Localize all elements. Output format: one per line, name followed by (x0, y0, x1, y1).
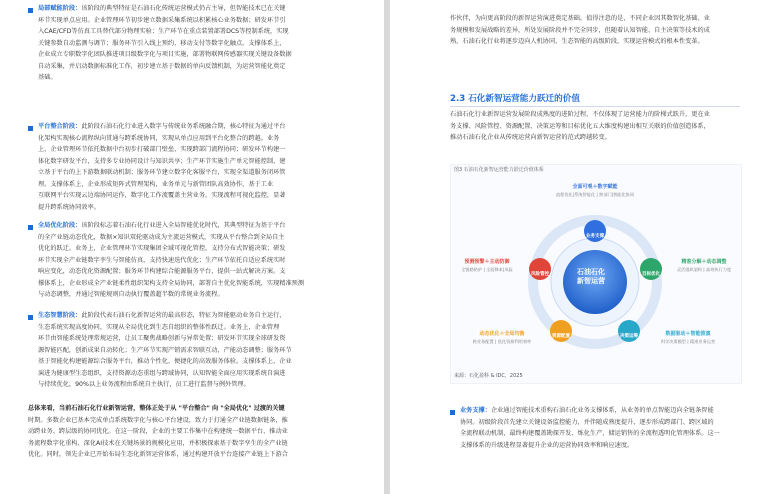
text-line: 环节由智能系统处理常规运营，让员工聚焦战略创新与异常处置；研发环节实现全球研发资 (38, 335, 286, 342)
risk-label (452, 259, 522, 273)
text-line: 的全产业链动态优化，数据×知识双轮驱动成为主流运营模式，实现从平台整合到全局自主 (38, 233, 285, 241)
resource-label (460, 331, 544, 345)
text-line: 务流程数字化重构、深化AI技术在关键场景的规模化应用，并积极探索基于数字孪生的全产业链 (28, 439, 288, 447)
decision-title: 数据驱动＋智能推演 (665, 331, 711, 337)
text-line: 与动态调整，并通过智能规则自动执行覆盖超半数的常规业务流程。 (38, 291, 224, 298)
text-line: 企业成立专职数字化团队推进项目级数字化与项目实施，部署物联网传感器实现关键设备数据 (38, 51, 292, 58)
text-line: 基于智能化构建能源综合服务平台，推动个性化、便捷化的高效服务体验。支撑体系上，企业 (38, 358, 292, 365)
section-local-enable (38, 3, 368, 84)
risk-sub: 全链路防护 | 全面降本|风险 (461, 267, 513, 272)
text-line: 立基于平台的上下游数据联动机制；服务环节建立数字化客服平台，实现全渠道服务闭环管 (38, 169, 286, 176)
business-support-paragraph (460, 405, 770, 451)
target-hub-label: 目标优化 (642, 272, 660, 277)
support-sub: 流程优化|系统智能化 | 跨部门|智能化协同 (555, 192, 635, 197)
section-title: 生态智慧阶段： (38, 312, 82, 319)
text-line: 此阶段代表石油石化新智运营的最高形态，特征为智能驱动业务自主运行， (81, 312, 286, 319)
text-line: 化架构实现核心流程纵向贯通与跨系统协同，实现从单点应用到平台化整合的跨越。业务 (38, 134, 280, 142)
section-paragraph (450, 109, 768, 144)
text-line: 动跨业务、跨层级的协同优化。在这一阶段，企业的主要工作集中在构建统一数据平台、推动业 (28, 428, 288, 435)
section-global-optimization (38, 220, 368, 301)
text-line: 互联网平台实现云边端协同运作，数字化工作流覆盖主营业务，实现流程可视化监控，显著 (38, 192, 286, 199)
text-line: 理。支撑体系上，企业形成矩阵式管理架构，业务单元与新管团队高效协作，基于工业 (38, 180, 274, 188)
section-title: 局部赋能阶段： (38, 5, 82, 12)
bullet-marker (28, 225, 33, 230)
text-line: 生态系统实现高度协同，实现从全局优化到生态自组织的整体性跃迁。业务上，企业管理 (38, 323, 280, 331)
text-line: 务支撑、风险管控、资源配置、决策运筹和目标优化五大维度构建出相互关联的价值创造体系， (450, 122, 710, 130)
resource-title: 动态优化＋全局均衡 (479, 331, 525, 337)
resource-sub: 跨业务配置 | 优化资源利用效率 (472, 339, 532, 344)
intro-paragraph (450, 13, 768, 48)
text-line: 时期。多数企业已基本完成单点系统数字化与核心平台建设，致力于打通全产业链数据链条，推 (28, 416, 288, 424)
section-platform-integration (38, 121, 368, 213)
text-line: 入CAE/CFD等仿真工具替代部分物理实验；生产环节在重点装置部署DCS等控制系统，实现 (38, 28, 289, 35)
text-line: 全流程联动机制，最终构建覆盖勘探开发、炼化生产、储运销售的全流程透明化管理体系。这一 (460, 430, 720, 437)
text-line: 优化的跃迁。业务上，企业管理环节实现集团全域可视化管控，支持分布式智能决策；研发 (38, 245, 286, 252)
text-line: 推动石油石化企业从传统运营向新智运营的范式跨越转变。 (450, 134, 611, 141)
right-page (390, 0, 775, 494)
section-ecosystem-intelligence (38, 310, 368, 391)
text-line: 上，企业管理环节依托数据中台初步打破部门壁垒，实现跨部门流程协同；研发环节构建一 (38, 146, 286, 153)
bullet-marker (450, 410, 455, 415)
left-page (0, 0, 384, 494)
text-line: 优化。同时，领先企业已开始布局生态化新智运营体系，通过构建开放平台连接产业链上下游合 (28, 451, 288, 458)
text-line: 与持续优化，90%以上业务流程由系统自主执行，员工进行监督与例外管理。 (38, 381, 250, 388)
text-line: 该阶段标志着石油石化行业进入全局智能优化时代，其典型特征为基于平台 (81, 222, 286, 229)
target-label (668, 259, 740, 273)
decision-hub-label: 决策运筹 (620, 334, 638, 339)
center-label (576, 268, 606, 286)
section-heading: 2.3 石化新智运营能力跃迁的价值 (450, 94, 580, 104)
heading-divider (450, 106, 740, 107)
figure-source: 来源：石化盈科 & IDC，2025 (454, 373, 523, 379)
bullet-marker (28, 126, 33, 131)
text-line: 该阶段的典型特征是石油石化传统运营模式仍占主导，但智能技术已在关键 (81, 5, 286, 12)
decision-sub: 科学决策模型 | 精准业务运营 (660, 339, 716, 344)
text-line: 撑体系上，企业形成全产业链柔性组织架构支持全局协同，部署自主优化智能系统，实现精准预测 (38, 279, 305, 287)
text-line: 环节实现全产业链数字孪生与智能仿真，支持快速迭代优化；生产环节依托自适应系统实时 (38, 256, 286, 264)
figure-caption: 图3 石油石化新智运营能力跃迁价值体系 (454, 167, 544, 173)
text-line: 企业通过智能技术重构石油石化业务支撑体系，从业务的单点智能迈向全链条智能 (490, 407, 714, 414)
center-text: 石油石化新智运营 (577, 268, 605, 285)
text-line: 提升跨系统协同效率。 (38, 203, 100, 211)
text-line: 熟，石油石化行业将逐步迈向人机协同、生态智能的高级阶段，实现运营模式的根本性变革。 (450, 38, 704, 45)
section-title: 平台整合阶段： (38, 123, 82, 130)
bullet-marker (28, 315, 33, 320)
support-label (550, 184, 640, 198)
text-line: 支撑体系的升级进程显著提升企业的运营协同效率和响应速度。 (460, 441, 634, 449)
text-line: 此阶段石油石化行业进入数字与传统业务系统融合期，核心特征为通过平台 (81, 123, 286, 130)
text-line: 自动采集，并启动数据标准化工作，初步建立基于数据的单向反馈机制，为运营智能化奠定 (38, 62, 286, 70)
support-title: 全面可观＋数字赋能 (572, 184, 618, 190)
text-line: 环节实现单点应用。企业管理环节初步建立数据采集系统以积累核心业务数据；研发环节引 (38, 16, 286, 24)
resource-hub-label: 资源配置 (552, 334, 570, 339)
text-line: 作伙伴，为向更高阶段的新智运营演进奠定基础。值得注意的是，不同企业因其数智化基础、业 (450, 15, 710, 22)
text-line: 源智能匹配，创新成果自动转化；生产环节实现产销需求智联互动，产能动态调整；服务环节 (38, 346, 292, 354)
business-support-title: 业务支撑： (460, 407, 491, 414)
risk-title: 预测预警＋主动防御 (464, 259, 510, 265)
target-title: 精准分解＋动态调整 (681, 259, 727, 265)
summary-paragraph (28, 403, 370, 461)
text-line: 演进为健康型生态组织，支持资源动态重组与跨域协同，认知智能全面应用实现系统自演进 (38, 369, 286, 377)
section-title: 全局优化阶段： (38, 222, 82, 229)
support-hub-label: 业务支撑 (586, 234, 604, 239)
summary-lead: 总体来看，当前石油石化行业新智运营，整体正处于从 "平台整合" 向 "全局优化" 过渡的关键 (28, 405, 285, 412)
text-line: 关键参数自动监测与调节；服务环节引入线上预约、移动支付等数字化触点。支撑体系上， (38, 39, 286, 47)
text-line: 体化数字研发平台，支持多专业协同设计与知识共享；生产环节实施生产单元智能控制，建 (38, 157, 286, 165)
decision-label (646, 331, 730, 345)
text-line: 响应变化，动态优化资源配置；服务环节构建综合能源服务平台，提供一站式解决方案。支 (38, 268, 286, 275)
text-line: 石油石化行业新智运营发展阶段成熟度的进阶过程，不仅体现了运营能力的阶梯式跃升，更在业 (450, 111, 710, 118)
bullet-marker (28, 8, 33, 13)
text-line: 协同。初级阶段首先建立关键设备监控能力，并伴随成熟度提升，逐步形成跨部门、跨区域的 (460, 418, 714, 426)
risk-hub-label: 风险管控 (531, 272, 549, 277)
target-sub: 灵活组织架构 | 高效执行力度 (676, 267, 732, 272)
text-line: 务规模和发展战略的差异，所处发展阶段并不完全同步，但随着认知智能、自主决策等技术的成 (450, 26, 710, 34)
text-line: 基础。 (38, 74, 57, 81)
